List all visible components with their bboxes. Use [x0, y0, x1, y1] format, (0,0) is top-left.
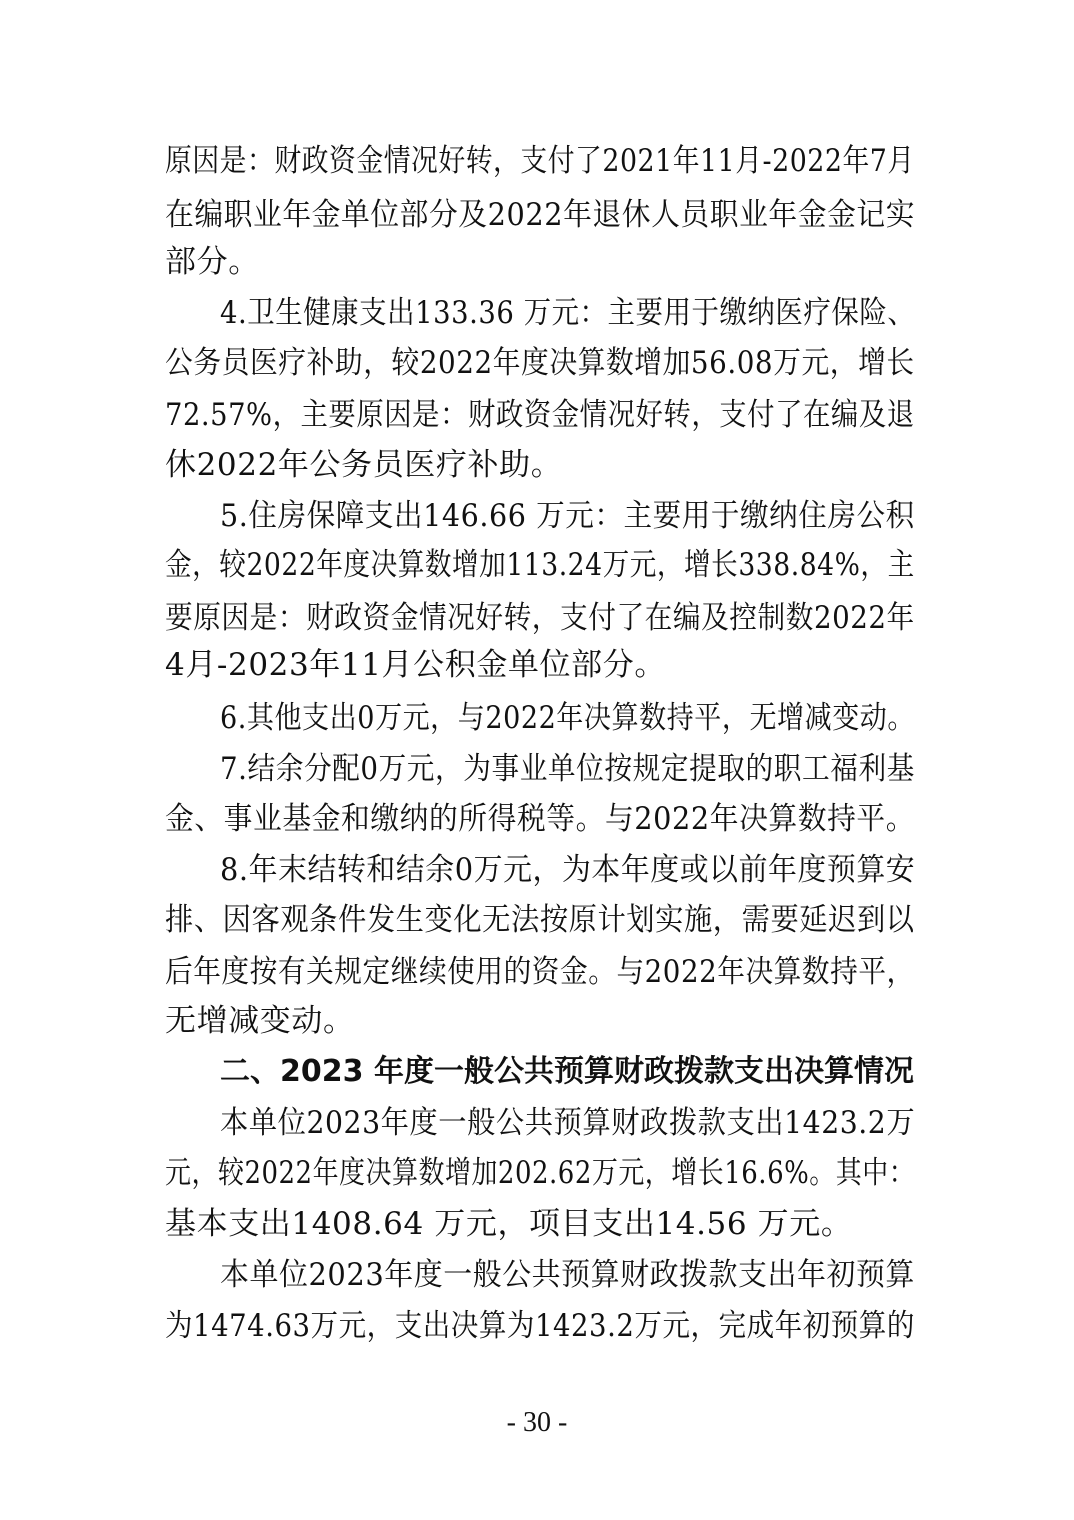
- text-line: 金、事业基金和缴纳的所得税等。与2022年决算数持平。: [165, 801, 916, 837]
- page-number: - 30 -: [506, 1407, 568, 1438]
- text-line: 公务员医疗补助，较2022年度决算数增加56.08万元，增长: [165, 345, 915, 381]
- text-line: 4月-2023年11月公积金单位部分。: [165, 647, 666, 683]
- section-heading: 二、2023 年度一般公共预算财政拨款支出决算情况: [220, 1054, 914, 1089]
- text-line: 为1474.63万元，支出决算为1423.2万元，完成年初预算的: [165, 1308, 915, 1344]
- paragraph-housing-expense: 5.住房保障支出146.66 万元：主要用于缴纳住房公积: [220, 498, 915, 534]
- text-line: 部分。: [165, 244, 260, 280]
- text-line: 后年度按有关规定继续使用的资金。与2022年决算数持平，: [165, 954, 915, 990]
- paragraph-surplus-distribution: 7.结余分配0万元，为事业单位按规定提取的职工福利基: [220, 751, 915, 787]
- paragraph-health-expense: 4.卫生健康支出133.36 万元：主要用于缴纳医疗保险、: [220, 295, 916, 331]
- text-line: 元，较2022年度决算数增加202.62万元，增长16.6%。其中：: [165, 1155, 916, 1191]
- text-line: 排、因客观条件发生变化无法按原计划实施，需要延迟到以: [165, 902, 915, 938]
- text-line: 原因是：财政资金情况好转，支付了2021年11月-2022年7月: [165, 143, 915, 179]
- text-line: 金，较2022年度决算数增加113.24万元，增长338.84%，主: [165, 547, 915, 583]
- text-line: 在编职业年金单位部分及2022年退休人员职业年金金记实: [165, 197, 916, 233]
- paragraph-other-expense: 6.其他支出0万元，与2022年决算数持平，无增减变动。: [220, 700, 915, 736]
- text-line: 要原因是：财政资金情况好转，支付了在编及控制数2022年: [165, 600, 915, 636]
- text-line: 基本支出1408.64 万元，项目支出14.56 万元。: [165, 1206, 853, 1242]
- paragraph-general-budget: 本单位2023年度一般公共预算财政拨款支出1423.2万: [220, 1105, 916, 1141]
- paragraph-year-end-carryover: 8.年末结转和结余0万元，为本年度或以前年度预算安: [220, 852, 916, 888]
- text-line: 72.57%，主要原因是：财政资金情况好转，支付了在编及退: [165, 397, 915, 433]
- text-line: 无增减变动。: [165, 1003, 355, 1039]
- text-line: 休2022年公务员医疗补助。: [165, 447, 563, 483]
- paragraph-budget-completion: 本单位2023年度一般公共预算财政拨款支出年初预算: [220, 1257, 915, 1293]
